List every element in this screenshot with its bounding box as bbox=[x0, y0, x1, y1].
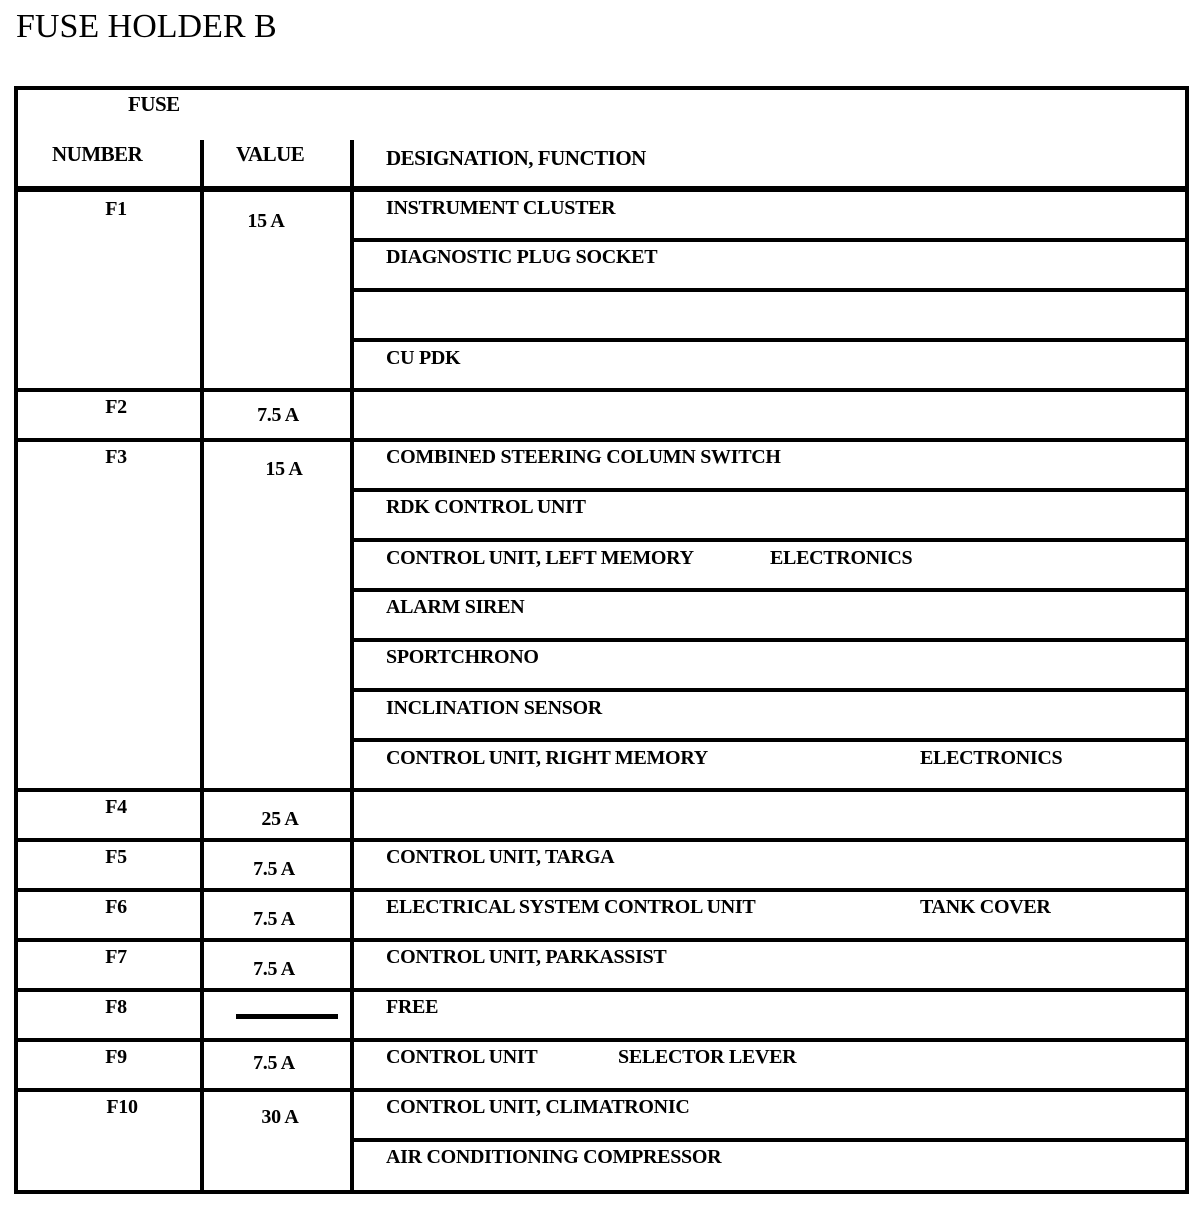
subrow-rule bbox=[354, 738, 1185, 742]
fuse-function: CONTROL UNIT, CLIMATRONIC bbox=[386, 1096, 690, 1118]
header-designation: DESIGNATION, FUNCTION bbox=[386, 146, 646, 170]
subrow-rule bbox=[354, 638, 1185, 642]
empty-value-dash bbox=[236, 1014, 338, 1019]
fuse-function: CONTROL UNIT, TARGA bbox=[386, 846, 615, 868]
row-rule bbox=[18, 1088, 1185, 1092]
row-rule bbox=[18, 988, 1185, 992]
row-rule bbox=[18, 438, 1185, 442]
column-divider-number-value bbox=[200, 186, 204, 1194]
row-rule bbox=[18, 838, 1185, 842]
fuse-value: 15 A bbox=[265, 458, 303, 480]
fuse-function: FREE bbox=[386, 996, 439, 1018]
subrow-rule bbox=[354, 588, 1185, 592]
fuse-number: F10 bbox=[106, 1096, 138, 1118]
fuse-value: 7.5 A bbox=[257, 404, 299, 426]
subrow-rule bbox=[354, 688, 1185, 692]
fuse-function-suffix: ELECTRONICS bbox=[770, 547, 913, 569]
subrow-rule bbox=[354, 538, 1185, 542]
fuse-value: 7.5 A bbox=[253, 858, 295, 880]
fuse-number: F3 bbox=[105, 446, 127, 468]
fuse-function: CONTROL UNIT, RIGHT MEMORY bbox=[386, 747, 708, 769]
row-rule bbox=[18, 1038, 1185, 1042]
fuse-function: INSTRUMENT CLUSTER bbox=[386, 197, 616, 219]
subrow-rule bbox=[354, 288, 1185, 292]
subrow-rule bbox=[354, 1138, 1185, 1142]
fuse-function: ELECTRICAL SYSTEM CONTROL UNIT bbox=[386, 896, 756, 918]
fuse-number: F6 bbox=[105, 896, 127, 918]
fuse-function-suffix: TANK COVER bbox=[920, 896, 1051, 918]
subrow-rule bbox=[354, 238, 1185, 242]
row-rule bbox=[18, 788, 1185, 792]
page-title: FUSE HOLDER B bbox=[16, 8, 277, 45]
subrow-rule bbox=[354, 338, 1185, 342]
fuse-value: 7.5 A bbox=[253, 958, 295, 980]
header-divider-1 bbox=[200, 140, 204, 188]
fuse-table bbox=[14, 86, 1189, 1194]
header-value: VALUE bbox=[236, 142, 305, 166]
fuse-number: F7 bbox=[105, 946, 127, 968]
fuse-number: F2 bbox=[105, 396, 127, 418]
fuse-value: 25 A bbox=[261, 808, 299, 830]
fuse-number: F1 bbox=[105, 198, 127, 220]
header-rule bbox=[18, 186, 1185, 192]
header-number: NUMBER bbox=[52, 142, 143, 166]
fuse-number: F9 bbox=[105, 1046, 127, 1068]
fuse-function: AIR CONDITIONING COMPRESSOR bbox=[386, 1146, 722, 1168]
fuse-value: 15 A bbox=[247, 210, 285, 232]
subrow-rule bbox=[354, 488, 1185, 492]
fuse-number: F5 bbox=[105, 846, 127, 868]
fuse-value: 30 A bbox=[261, 1106, 299, 1128]
fuse-function: DIAGNOSTIC PLUG SOCKET bbox=[386, 246, 658, 268]
fuse-function-suffix: ELECTRONICS bbox=[920, 747, 1063, 769]
header-divider-2 bbox=[350, 140, 354, 188]
fuse-function: ALARM SIREN bbox=[386, 596, 525, 618]
fuse-function: CONTROL UNIT, PARKASSIST bbox=[386, 946, 667, 968]
fuse-function: INCLINATION SENSOR bbox=[386, 697, 602, 719]
fuse-value: 7.5 A bbox=[253, 1052, 295, 1074]
row-rule bbox=[18, 938, 1185, 942]
fuse-function: CONTROL UNIT bbox=[386, 1046, 538, 1068]
fuse-value: 7.5 A bbox=[253, 908, 295, 930]
row-rule bbox=[18, 888, 1185, 892]
row-rule bbox=[18, 388, 1185, 392]
fuse-function: CU PDK bbox=[386, 347, 461, 369]
fuse-function-suffix: SELECTOR LEVER bbox=[618, 1046, 797, 1068]
header-fuse: FUSE bbox=[128, 92, 180, 116]
fuse-function: RDK CONTROL UNIT bbox=[386, 496, 586, 518]
fuse-function: SPORTCHRONO bbox=[386, 646, 539, 668]
fuse-function: COMBINED STEERING COLUMN SWITCH bbox=[386, 446, 781, 468]
fuse-function: CONTROL UNIT, LEFT MEMORY bbox=[386, 547, 694, 569]
fuse-number: F4 bbox=[105, 796, 127, 818]
fuse-number: F8 bbox=[105, 996, 127, 1018]
